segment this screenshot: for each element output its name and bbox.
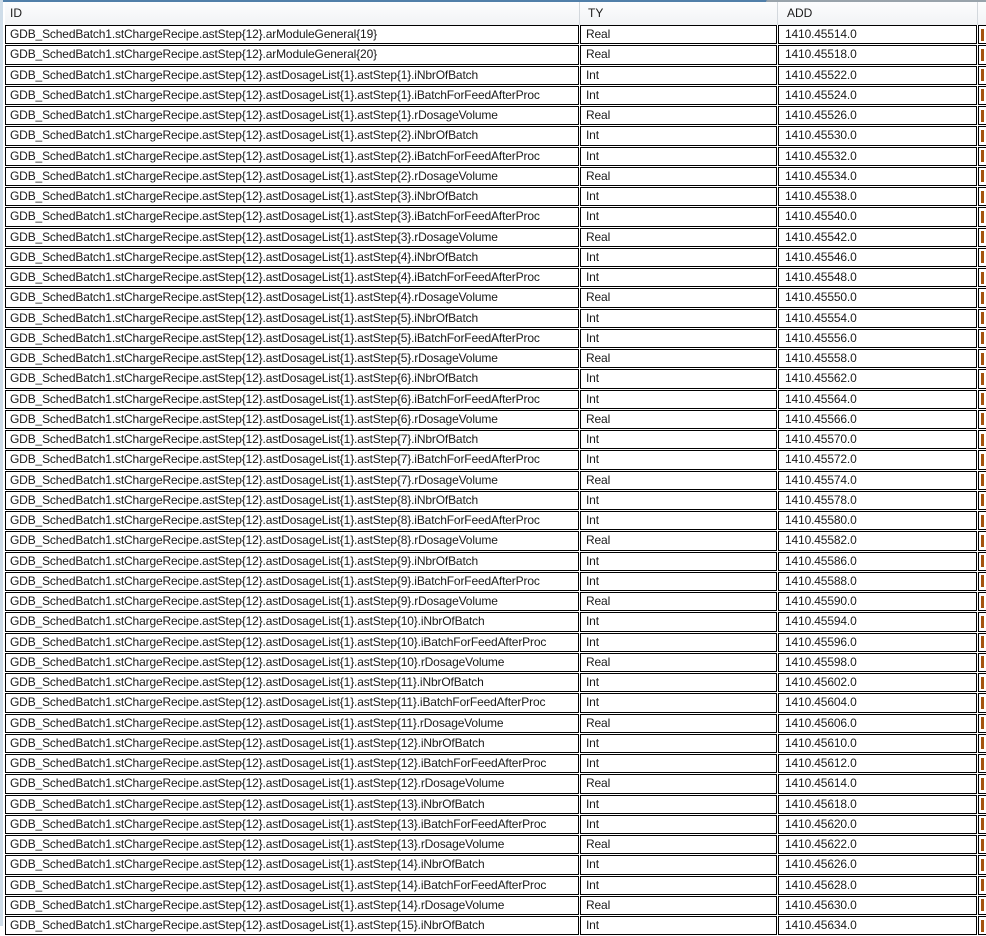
cell-type: Int xyxy=(580,572,777,591)
table-body xyxy=(5,25,986,935)
table-row[interactable] xyxy=(5,754,986,773)
cell-clipped xyxy=(978,288,986,307)
clipped-text-sliver xyxy=(981,434,984,446)
cell-clipped xyxy=(978,491,986,510)
clipped-text-sliver xyxy=(981,474,984,486)
table-row[interactable] xyxy=(5,592,986,611)
table-row[interactable] xyxy=(5,390,986,409)
table-row[interactable] xyxy=(5,288,986,307)
cell-clipped xyxy=(978,754,986,773)
cell-clipped xyxy=(978,268,986,287)
cell-address: 1410.45618.0 xyxy=(778,795,977,814)
cell-type: Int xyxy=(580,876,777,895)
cell-type: Int xyxy=(580,450,777,469)
cell-clipped xyxy=(978,673,986,692)
cell-address: 1410.45524.0 xyxy=(778,86,977,105)
cell-type: Int xyxy=(580,552,777,571)
table-row[interactable] xyxy=(5,450,986,469)
cell-type: Real xyxy=(580,25,777,44)
table-row[interactable] xyxy=(5,572,986,591)
cell-tag-id: GDB_SchedBatch1.stChargeRecipe.astStep{12}.astDosageList{1}.astStep{7}.iNbrOfBatch xyxy=(5,430,579,449)
cell-tag-id: GDB_SchedBatch1.stChargeRecipe.astStep{12}.astDosageList{1}.astStep{9}.iNbrOfBatch xyxy=(5,552,579,571)
cell-type: Real xyxy=(580,714,777,733)
cell-address: 1410.45558.0 xyxy=(778,349,977,368)
table-row[interactable] xyxy=(5,349,986,368)
cell-type: Real xyxy=(580,896,777,915)
clipped-text-sliver xyxy=(981,413,984,425)
column-header-id[interactable]: ID xyxy=(5,2,580,25)
cell-address: 1410.45548.0 xyxy=(778,268,977,287)
table-row[interactable] xyxy=(5,187,986,206)
cell-tag-id: GDB_SchedBatch1.stChargeRecipe.astStep{12}.astDosageList{1}.astStep{14}.iBatchForFeedAfterProc xyxy=(5,876,579,895)
cell-tag-id: GDB_SchedBatch1.stChargeRecipe.astStep{12}.astDosageList{1}.astStep{14}.iNbrOfBatch xyxy=(5,855,579,874)
cell-address: 1410.45586.0 xyxy=(778,552,977,571)
cell-clipped xyxy=(978,572,986,591)
cell-clipped xyxy=(978,592,986,611)
cell-tag-id: GDB_SchedBatch1.stChargeRecipe.astStep{12}.astDosageList{1}.astStep{4}.iBatchForFeedAfterProc xyxy=(5,268,579,287)
clipped-text-sliver xyxy=(981,332,984,344)
cell-address: 1410.45582.0 xyxy=(778,531,977,550)
table-row[interactable] xyxy=(5,693,986,712)
cell-tag-id: GDB_SchedBatch1.stChargeRecipe.astStep{12}.astDosageList{1}.astStep{11}.iBatchForFeedAfterProc xyxy=(5,693,579,712)
cell-clipped xyxy=(978,390,986,409)
clipped-text-sliver xyxy=(981,494,984,506)
cell-clipped xyxy=(978,896,986,915)
cell-address: 1410.45566.0 xyxy=(778,410,977,429)
cell-address: 1410.45606.0 xyxy=(778,714,977,733)
clipped-text-sliver xyxy=(981,697,984,709)
cell-clipped xyxy=(978,531,986,550)
cell-clipped xyxy=(978,450,986,469)
cell-type: Int xyxy=(580,390,777,409)
cell-clipped xyxy=(978,106,986,125)
cell-tag-id: GDB_SchedBatch1.stChargeRecipe.astStep{12}.astDosageList{1}.astStep{6}.iBatchForFeedAfterProc xyxy=(5,390,579,409)
cell-tag-id: GDB_SchedBatch1.stChargeRecipe.astStep{12}.astDosageList{1}.astStep{5}.iNbrOfBatch xyxy=(5,309,579,328)
cell-address: 1410.45580.0 xyxy=(778,511,977,530)
cell-tag-id: GDB_SchedBatch1.stChargeRecipe.astStep{12}.astDosageList{1}.astStep{5}.rDosageVolume xyxy=(5,349,579,368)
cell-address: 1410.45614.0 xyxy=(778,774,977,793)
cell-tag-id: GDB_SchedBatch1.stChargeRecipe.astStep{12}.astDosageList{1}.astStep{1}.rDosageVolume xyxy=(5,106,579,125)
cell-type: Real xyxy=(580,228,777,247)
table-row[interactable] xyxy=(5,228,986,247)
cell-clipped xyxy=(978,167,986,186)
cell-tag-id: GDB_SchedBatch1.stChargeRecipe.astStep{12}.astDosageList{1}.astStep{14}.rDosageVolume xyxy=(5,896,579,915)
table-row[interactable] xyxy=(5,653,986,672)
table-row[interactable] xyxy=(5,896,986,915)
table-row[interactable] xyxy=(5,795,986,814)
cell-type: Int xyxy=(580,633,777,652)
window-left-edge xyxy=(0,0,3,926)
cell-type: Real xyxy=(580,410,777,429)
clipped-text-sliver xyxy=(981,150,984,162)
cell-type: Int xyxy=(580,673,777,692)
cell-clipped xyxy=(978,147,986,166)
clipped-text-sliver xyxy=(981,515,984,527)
cell-type: Int xyxy=(580,734,777,753)
table-row[interactable] xyxy=(5,633,986,652)
cell-tag-id: GDB_SchedBatch1.stChargeRecipe.astStep{12}.astDosageList{1}.astStep{10}.iBatchForFeedAfterProc xyxy=(5,633,579,652)
cell-address: 1410.45602.0 xyxy=(778,673,977,692)
cell-address: 1410.45540.0 xyxy=(778,207,977,226)
table-row[interactable] xyxy=(5,471,986,490)
clipped-text-sliver xyxy=(981,231,984,243)
clipped-text-sliver xyxy=(981,312,984,324)
cell-type: Real xyxy=(580,167,777,186)
cell-type: Int xyxy=(580,754,777,773)
table-row[interactable] xyxy=(5,815,986,834)
cell-address: 1410.45626.0 xyxy=(778,855,977,874)
cell-clipped xyxy=(978,45,986,64)
tag-table xyxy=(5,2,986,936)
cell-type: Int xyxy=(580,126,777,145)
clipped-text-sliver xyxy=(981,899,984,911)
cell-address: 1410.45542.0 xyxy=(778,228,977,247)
table-row[interactable] xyxy=(5,855,986,874)
cell-type: Real xyxy=(580,349,777,368)
cell-clipped xyxy=(978,876,986,895)
clipped-text-sliver xyxy=(981,211,984,223)
cell-address: 1410.45522.0 xyxy=(778,66,977,85)
table-row[interactable] xyxy=(5,207,986,226)
clipped-text-sliver xyxy=(981,49,984,61)
cell-type: Int xyxy=(580,815,777,834)
clipped-text-sliver xyxy=(981,798,984,810)
cell-clipped xyxy=(978,471,986,490)
cell-clipped xyxy=(978,126,986,145)
cell-type: Real xyxy=(580,45,777,64)
cell-type: Int xyxy=(580,187,777,206)
cell-address: 1410.45534.0 xyxy=(778,167,977,186)
cell-type: Real xyxy=(580,288,777,307)
cell-tag-id: GDB_SchedBatch1.stChargeRecipe.astStep{12}.astDosageList{1}.astStep{10}.iNbrOfBatch xyxy=(5,612,579,631)
cell-tag-id: GDB_SchedBatch1.stChargeRecipe.astStep{12}.astDosageList{1}.astStep{6}.rDosageVolume xyxy=(5,410,579,429)
cell-tag-id: GDB_SchedBatch1.stChargeRecipe.astStep{12}.astDosageList{1}.astStep{13}.iBatchForFeedAfterProc xyxy=(5,815,579,834)
clipped-text-sliver xyxy=(981,292,984,304)
cell-clipped xyxy=(978,734,986,753)
cell-type: Int xyxy=(580,916,777,935)
clipped-text-sliver xyxy=(981,535,984,547)
table-row[interactable] xyxy=(5,25,986,44)
cell-type: Real xyxy=(580,653,777,672)
cell-tag-id: GDB_SchedBatch1.stChargeRecipe.astStep{12}.astDosageList{1}.astStep{2}.iNbrOfBatch xyxy=(5,126,579,145)
cell-type: Int xyxy=(580,66,777,85)
table-row[interactable] xyxy=(5,268,986,287)
clipped-text-sliver xyxy=(981,555,984,567)
table-row[interactable] xyxy=(5,511,986,530)
cell-tag-id: GDB_SchedBatch1.stChargeRecipe.astStep{12}.astDosageList{1}.astStep{9}.iBatchForFeedAfterProc xyxy=(5,572,579,591)
cell-type: Real xyxy=(580,106,777,125)
cell-tag-id: GDB_SchedBatch1.stChargeRecipe.astStep{12}.astDosageList{1}.astStep{5}.iBatchForFeedAfterProc xyxy=(5,329,579,348)
column-header-type[interactable]: TY xyxy=(580,2,778,25)
cell-tag-id: GDB_SchedBatch1.stChargeRecipe.astStep{12}.astDosageList{1}.astStep{8}.iBatchForFeedAfterProc xyxy=(5,511,579,530)
cell-type: Int xyxy=(580,612,777,631)
cell-address: 1410.45604.0 xyxy=(778,693,977,712)
cell-type: Int xyxy=(580,248,777,267)
cell-clipped xyxy=(978,795,986,814)
clipped-text-sliver xyxy=(981,778,984,790)
cell-clipped xyxy=(978,612,986,631)
cell-type: Int xyxy=(580,86,777,105)
cell-address: 1410.45532.0 xyxy=(778,147,977,166)
cell-tag-id: GDB_SchedBatch1.stChargeRecipe.astStep{12}.astDosageList{1}.astStep{7}.iBatchForFeedAfterProc xyxy=(5,450,579,469)
clipped-text-sliver xyxy=(981,758,984,770)
cell-address: 1410.45538.0 xyxy=(778,187,977,206)
table-row[interactable] xyxy=(5,876,986,895)
table-row[interactable] xyxy=(5,309,986,328)
cell-type: Real xyxy=(580,471,777,490)
clipped-text-sliver xyxy=(981,737,984,749)
table-row[interactable] xyxy=(5,552,986,571)
clipped-text-sliver xyxy=(981,272,984,284)
cell-clipped xyxy=(978,248,986,267)
cell-tag-id: GDB_SchedBatch1.stChargeRecipe.astStep{12}.astDosageList{1}.astStep{12}.iBatchForFeedAfterProc xyxy=(5,754,579,773)
cell-tag-id: GDB_SchedBatch1.stChargeRecipe.astStep{12}.astDosageList{1}.astStep{12}.rDosageVolume xyxy=(5,774,579,793)
cell-tag-id: GDB_SchedBatch1.stChargeRecipe.astStep{12}.astDosageList{1}.astStep{4}.rDosageVolume xyxy=(5,288,579,307)
cell-address: 1410.45610.0 xyxy=(778,734,977,753)
cell-clipped xyxy=(978,815,986,834)
clipped-text-sliver xyxy=(981,879,984,891)
cell-clipped xyxy=(978,309,986,328)
table-row[interactable] xyxy=(5,410,986,429)
table-row[interactable] xyxy=(5,369,986,388)
cell-tag-id: GDB_SchedBatch1.stChargeRecipe.astStep{12}.astDosageList{1}.astStep{3}.rDosageVolume xyxy=(5,228,579,247)
clipped-text-sliver xyxy=(981,110,984,122)
cell-address: 1410.45598.0 xyxy=(778,653,977,672)
cell-address: 1410.45588.0 xyxy=(778,572,977,591)
clipped-text-sliver xyxy=(981,373,984,385)
cell-clipped xyxy=(978,86,986,105)
cell-address: 1410.45564.0 xyxy=(778,390,977,409)
clipped-text-sliver xyxy=(981,130,984,142)
cell-clipped xyxy=(978,653,986,672)
cell-type: Int xyxy=(580,491,777,510)
clipped-text-sliver xyxy=(981,170,984,182)
clipped-text-sliver xyxy=(981,29,984,41)
cell-clipped xyxy=(978,552,986,571)
clipped-text-sliver xyxy=(981,859,984,871)
table-row[interactable] xyxy=(5,612,986,631)
cell-clipped xyxy=(978,369,986,388)
cell-type: Int xyxy=(580,795,777,814)
cell-clipped xyxy=(978,835,986,854)
clipped-text-sliver xyxy=(981,717,984,729)
cell-type: Int xyxy=(580,511,777,530)
cell-address: 1410.45612.0 xyxy=(778,754,977,773)
cell-clipped xyxy=(978,511,986,530)
cell-type: Int xyxy=(580,329,777,348)
cell-tag-id: GDB_SchedBatch1.stChargeRecipe.astStep{12}.arModuleGeneral{19} xyxy=(5,25,579,44)
table-header-row xyxy=(5,2,986,25)
table-row[interactable] xyxy=(5,126,986,145)
cell-tag-id: GDB_SchedBatch1.stChargeRecipe.astStep{12}.astDosageList{1}.astStep{3}.iBatchForFeedAfterProc xyxy=(5,207,579,226)
cell-clipped xyxy=(978,633,986,652)
cell-address: 1410.45620.0 xyxy=(778,815,977,834)
cell-clipped xyxy=(978,66,986,85)
cell-type: Int xyxy=(580,147,777,166)
cell-tag-id: GDB_SchedBatch1.stChargeRecipe.astStep{12}.arModuleGeneral{20} xyxy=(5,45,579,64)
cell-tag-id: GDB_SchedBatch1.stChargeRecipe.astStep{12}.astDosageList{1}.astStep{2}.rDosageVolume xyxy=(5,167,579,186)
cell-clipped xyxy=(978,349,986,368)
cell-address: 1410.45562.0 xyxy=(778,369,977,388)
table-row[interactable] xyxy=(5,673,986,692)
cell-tag-id: GDB_SchedBatch1.stChargeRecipe.astStep{12}.astDosageList{1}.astStep{9}.rDosageVolume xyxy=(5,592,579,611)
table-row[interactable] xyxy=(5,491,986,510)
clipped-text-sliver xyxy=(981,454,984,466)
cell-type: Real xyxy=(580,531,777,550)
table-row[interactable] xyxy=(5,430,986,449)
cell-address: 1410.45550.0 xyxy=(778,288,977,307)
cell-tag-id: GDB_SchedBatch1.stChargeRecipe.astStep{12}.astDosageList{1}.astStep{7}.rDosageVolume xyxy=(5,471,579,490)
cell-clipped xyxy=(978,855,986,874)
clipped-text-sliver xyxy=(981,89,984,101)
cell-tag-id: GDB_SchedBatch1.stChargeRecipe.astStep{12}.astDosageList{1}.astStep{8}.iNbrOfBatch xyxy=(5,491,579,510)
cell-type: Int xyxy=(580,309,777,328)
column-header-clipped xyxy=(978,2,986,25)
clipped-text-sliver xyxy=(981,191,984,203)
cell-tag-id: GDB_SchedBatch1.stChargeRecipe.astStep{12}.astDosageList{1}.astStep{11}.rDosageVolume xyxy=(5,714,579,733)
cell-address: 1410.45574.0 xyxy=(778,471,977,490)
cell-address: 1410.45554.0 xyxy=(778,309,977,328)
cell-address: 1410.45596.0 xyxy=(778,633,977,652)
cell-tag-id: GDB_SchedBatch1.stChargeRecipe.astStep{12}.astDosageList{1}.astStep{4}.iNbrOfBatch xyxy=(5,248,579,267)
cell-type: Int xyxy=(580,268,777,287)
cell-address: 1410.45634.0 xyxy=(778,916,977,935)
cell-type: Int xyxy=(580,369,777,388)
table-row[interactable] xyxy=(5,167,986,186)
cell-address: 1410.45622.0 xyxy=(778,835,977,854)
cell-tag-id: GDB_SchedBatch1.stChargeRecipe.astStep{12}.astDosageList{1}.astStep{11}.iNbrOfBatch xyxy=(5,673,579,692)
cell-tag-id: GDB_SchedBatch1.stChargeRecipe.astStep{12}.astDosageList{1}.astStep{15}.iNbrOfBatch xyxy=(5,916,579,935)
cell-type: Int xyxy=(580,207,777,226)
column-header-address[interactable]: ADD xyxy=(778,2,978,25)
clipped-text-sliver xyxy=(981,251,984,263)
clipped-text-sliver xyxy=(981,393,984,405)
cell-clipped xyxy=(978,430,986,449)
table-row[interactable] xyxy=(5,147,986,166)
cell-address: 1410.45518.0 xyxy=(778,45,977,64)
cell-tag-id: GDB_SchedBatch1.stChargeRecipe.astStep{12}.astDosageList{1}.astStep{13}.iNbrOfBatch xyxy=(5,795,579,814)
cell-clipped xyxy=(978,329,986,348)
table-row[interactable] xyxy=(5,106,986,125)
cell-address: 1410.45572.0 xyxy=(778,450,977,469)
cell-tag-id: GDB_SchedBatch1.stChargeRecipe.astStep{12}.astDosageList{1}.astStep{6}.iNbrOfBatch xyxy=(5,369,579,388)
cell-clipped xyxy=(978,410,986,429)
cell-type: Real xyxy=(580,774,777,793)
table-row[interactable] xyxy=(5,734,986,753)
table-row[interactable] xyxy=(5,329,986,348)
cell-clipped xyxy=(978,714,986,733)
cell-clipped xyxy=(978,774,986,793)
clipped-text-sliver xyxy=(981,616,984,628)
cell-clipped xyxy=(978,187,986,206)
cell-tag-id: GDB_SchedBatch1.stChargeRecipe.astStep{12}.astDosageList{1}.astStep{3}.iNbrOfBatch xyxy=(5,187,579,206)
cell-tag-id: GDB_SchedBatch1.stChargeRecipe.astStep{12}.astDosageList{1}.astStep{1}.iBatchForFeedAfterProc xyxy=(5,86,579,105)
cell-address: 1410.45530.0 xyxy=(778,126,977,145)
clipped-text-sliver xyxy=(981,818,984,830)
cell-address: 1410.45514.0 xyxy=(778,25,977,44)
cell-clipped xyxy=(978,207,986,226)
clipped-text-sliver xyxy=(981,69,984,81)
cell-tag-id: GDB_SchedBatch1.stChargeRecipe.astStep{12}.astDosageList{1}.astStep{1}.iNbrOfBatch xyxy=(5,66,579,85)
cell-tag-id: GDB_SchedBatch1.stChargeRecipe.astStep{12}.astDosageList{1}.astStep{13}.rDosageVolume xyxy=(5,835,579,854)
cell-type: Int xyxy=(580,855,777,874)
table-row[interactable] xyxy=(5,531,986,550)
cell-address: 1410.45590.0 xyxy=(778,592,977,611)
table-row[interactable] xyxy=(5,714,986,733)
cell-type: Int xyxy=(580,693,777,712)
table-row[interactable] xyxy=(5,86,986,105)
cell-tag-id: GDB_SchedBatch1.stChargeRecipe.astStep{12}.astDosageList{1}.astStep{2}.iBatchForFeedAfterProc xyxy=(5,147,579,166)
table-row[interactable] xyxy=(5,248,986,267)
cell-address: 1410.45526.0 xyxy=(778,106,977,125)
cell-address: 1410.45556.0 xyxy=(778,329,977,348)
clipped-text-sliver xyxy=(981,353,984,365)
clipped-text-sliver xyxy=(981,596,984,608)
cell-address: 1410.45630.0 xyxy=(778,896,977,915)
cell-address: 1410.45628.0 xyxy=(778,876,977,895)
cell-tag-id: GDB_SchedBatch1.stChargeRecipe.astStep{12}.astDosageList{1}.astStep{8}.rDosageVolume xyxy=(5,531,579,550)
cell-address: 1410.45578.0 xyxy=(778,491,977,510)
clipped-text-sliver xyxy=(981,677,984,689)
cell-address: 1410.45594.0 xyxy=(778,612,977,631)
cell-address: 1410.45546.0 xyxy=(778,248,977,267)
clipped-text-sliver xyxy=(981,656,984,668)
cell-type: Real xyxy=(580,592,777,611)
cell-clipped xyxy=(978,693,986,712)
cell-type: Real xyxy=(580,835,777,854)
table-row[interactable] xyxy=(5,835,986,854)
cell-clipped xyxy=(978,25,986,44)
cell-tag-id: GDB_SchedBatch1.stChargeRecipe.astStep{12}.astDosageList{1}.astStep{10}.rDosageVolume xyxy=(5,653,579,672)
table-row[interactable] xyxy=(5,774,986,793)
table-row[interactable] xyxy=(5,66,986,85)
clipped-text-sliver xyxy=(981,636,984,648)
cell-address: 1410.45570.0 xyxy=(778,430,977,449)
table-row[interactable] xyxy=(5,45,986,64)
cell-type: Int xyxy=(580,430,777,449)
cell-tag-id: GDB_SchedBatch1.stChargeRecipe.astStep{12}.astDosageList{1}.astStep{12}.iNbrOfBatch xyxy=(5,734,579,753)
clipped-text-sliver xyxy=(981,839,984,851)
clipped-text-sliver xyxy=(981,575,984,587)
cell-clipped xyxy=(978,228,986,247)
